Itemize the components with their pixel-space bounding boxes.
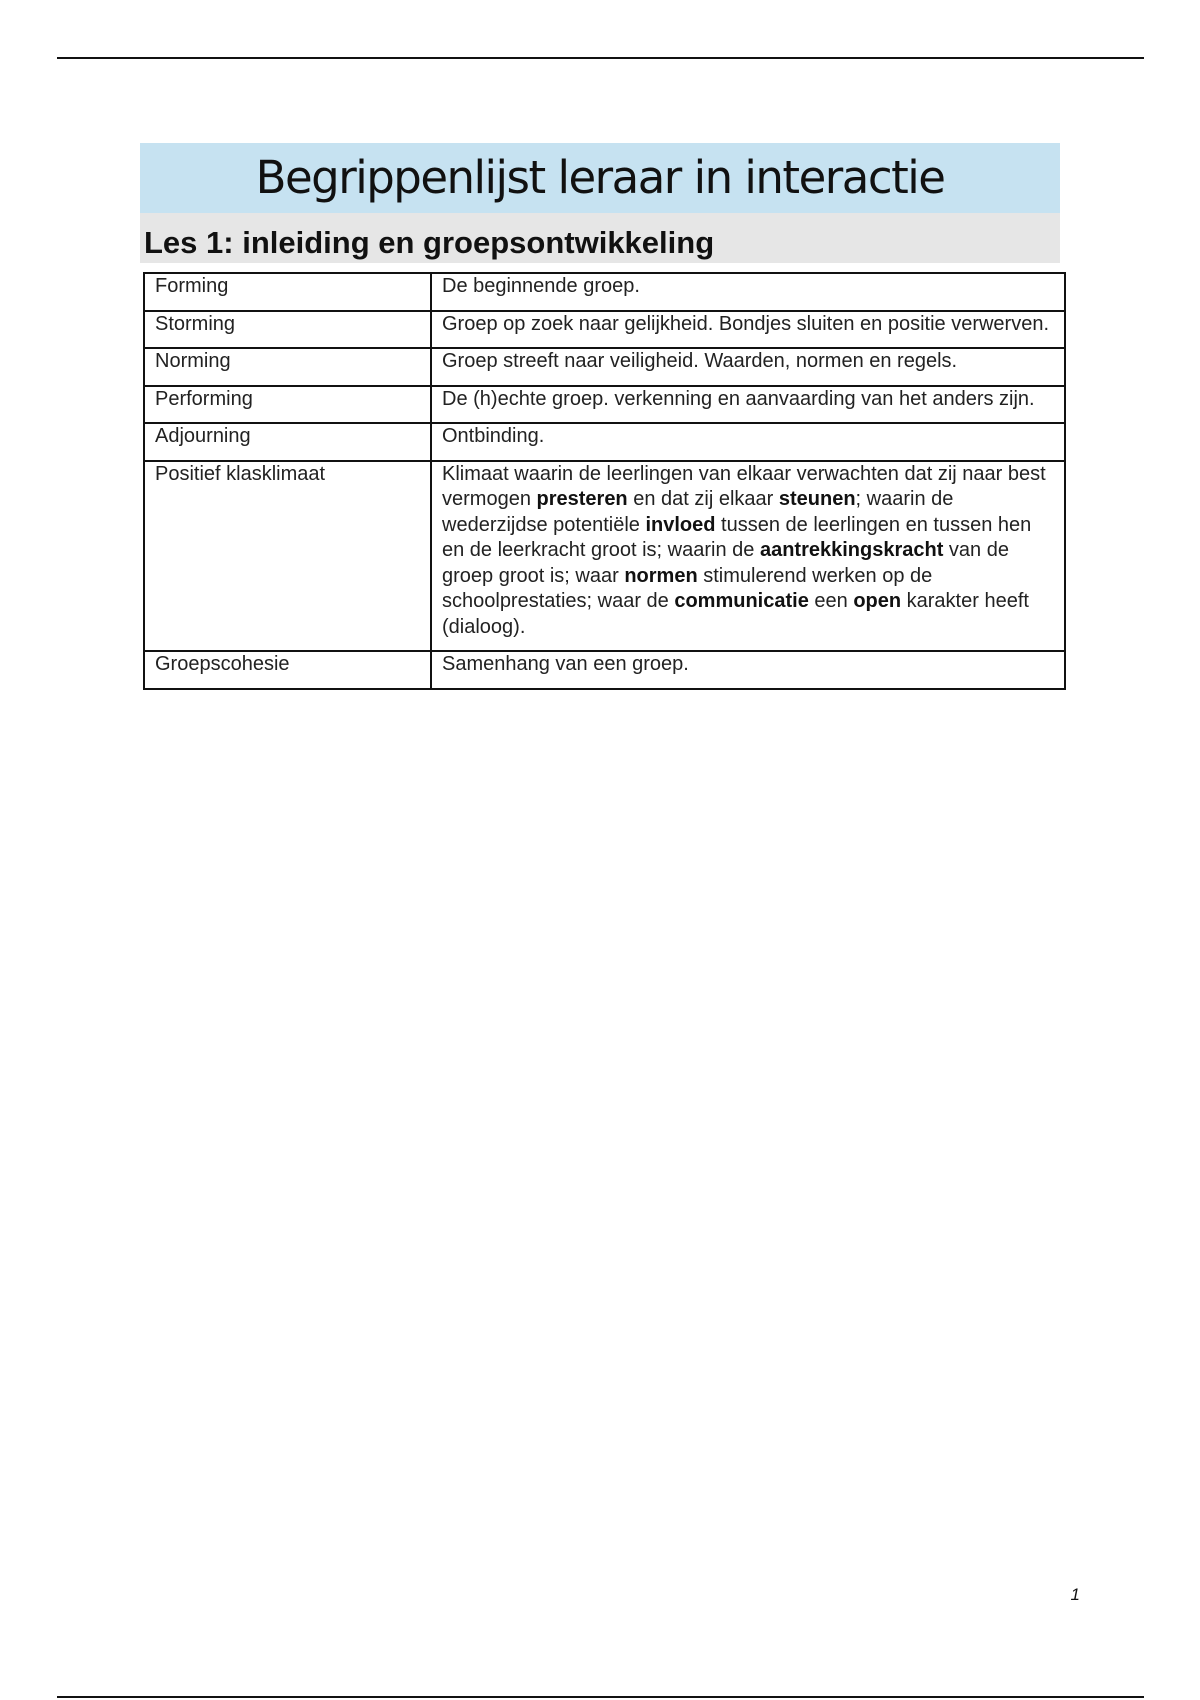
term-cell: Groepscohesie [144,651,431,689]
definition-text: Klimaat waarin de leerlingen van elkaar verwachten dat zij naar best vermogen [442,462,1046,510]
document-content [140,143,1060,690]
table-row [144,651,1065,689]
table-row [144,461,1065,652]
term-cell: Performing [144,386,431,424]
definition-text: en dat zij elkaar [627,488,779,510]
definition-text: Groep streeft naar veiligheid. Waarden, normen en regels. [442,350,958,372]
term-cell: Forming [144,273,431,311]
table-row [144,348,1065,386]
definition-cell [431,651,1065,689]
definition-cell [431,386,1065,424]
definition-text: ; waarin de wederzijdse potentiële [442,488,954,536]
table-row [144,311,1065,349]
page-number: 1 [1070,1585,1080,1604]
table-row [144,273,1065,311]
glossary-table-body [144,273,1065,689]
definition-keyword: open [853,590,902,612]
definition-text: Groep op zoek naar gelijkheid. Bondjes sluiten en positie verwerven. [442,312,1050,335]
definition-text: stimulerend werken op de schoolprestaties; waar de [442,564,933,612]
definition-cell [431,423,1065,461]
definition-keyword: normen [624,564,698,587]
definition-cell [431,273,1065,311]
definition-keyword: aantrekkingskracht [759,539,944,561]
definition-cell [431,461,1065,652]
definition-cell [431,348,1065,386]
definition-text: De beginnende groep. [442,275,640,297]
definition-text: van de groep groot is; waar [442,539,1009,587]
document-title: Begrippenlijst leraar in interactie [140,143,1060,213]
definition-text: tussen de leerlingen en tussen hen en de leerkracht groot is; waarin de [442,513,1032,561]
definition-cell [431,311,1065,349]
definition-text: een [808,590,854,612]
definition-text: Ontbinding. [442,425,545,447]
top-rule [57,57,1144,59]
term-cell: Adjourning [144,423,431,461]
definition-keyword: communicatie [674,590,809,612]
definition-keyword: presteren [536,488,628,510]
table-row [144,423,1065,461]
term-cell: Positief klasklimaat [144,461,431,652]
section-heading: Les 1: inleiding en groepsontwikkeling [140,213,1060,263]
definition-keyword: invloed [645,513,716,536]
definition-text: De (h)echte groep. verkenning en aanvaarding van het anders zijn. [442,387,1035,410]
definition-keyword: steunen [778,488,856,510]
glossary-table [143,272,1066,690]
term-cell: Norming [144,348,431,386]
bottom-rule [57,1696,1144,1698]
table-row [144,386,1065,424]
definition-text: Samenhang van een groep. [442,653,689,675]
definition-text: karakter heeft (dialoog). [442,590,1029,638]
term-cell: Storming [144,311,431,349]
